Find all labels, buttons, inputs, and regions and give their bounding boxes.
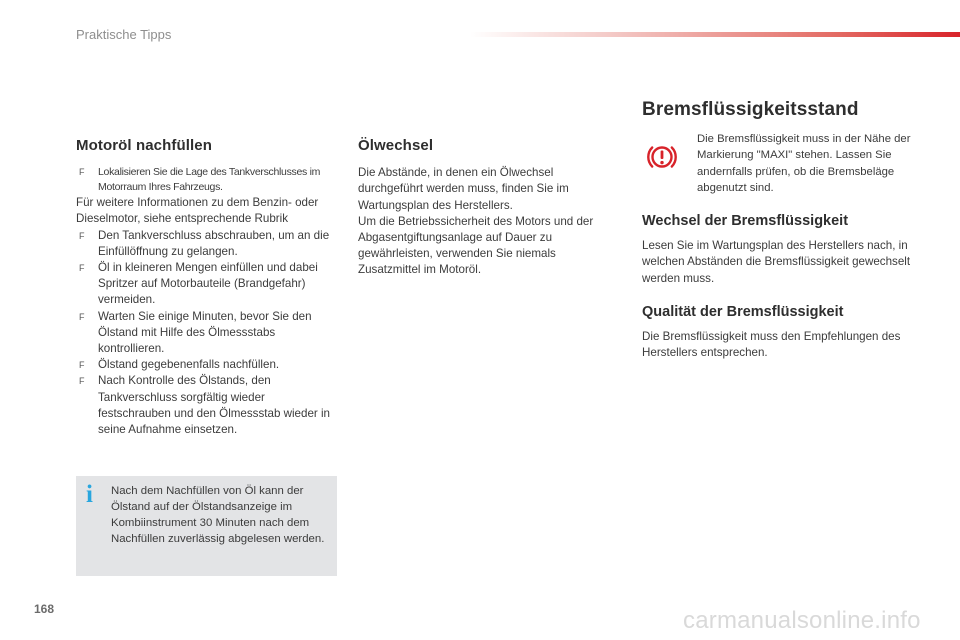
list-item-text: Ölstand gegebenenfalls nachfüllen. xyxy=(98,358,280,372)
paragraph: Lesen Sie im Wartungsplan des Herstellers nach, in welchen Abständen die Bremsflüssigkeit gewechselt werden muss. xyxy=(642,239,911,285)
column-bremsfluessigkeit xyxy=(642,99,912,378)
bullet-icon: F xyxy=(79,263,85,274)
bullet-icon: F xyxy=(79,230,85,241)
info-box xyxy=(76,476,337,576)
bullet-icon: F xyxy=(79,167,85,178)
watermark: carmanualsonline.info xyxy=(683,607,921,634)
page-number: 168 xyxy=(34,602,55,616)
subsection-title-qualitaet: Qualität der Bremsflüssigkeit xyxy=(642,303,844,320)
header-accent-bar xyxy=(470,32,960,37)
subsection-title-wechsel: Wechsel der Bremsflüssigkeit xyxy=(642,213,849,230)
list-item xyxy=(76,260,338,309)
list-item-text: Den Tankverschluss abschrauben, um an die Einfüllöffnung zu gelangen. xyxy=(98,228,330,258)
page-heading: Bremsflüssigkeitsstand xyxy=(642,99,859,120)
section-title-motoroel: Motoröl nachfüllen xyxy=(76,137,212,154)
paragraph: Um die Betriebssicherheit des Motors und der Abgasentgiftungsanlage auf Dauer zu gewährleisten, verwenden Sie niemals Zusatzmittel im Motoröl. xyxy=(358,214,594,277)
column-oelwechsel xyxy=(358,138,598,279)
paragraph: Die Bremsflüssigkeit muss den Empfehlungen des Herstellers entsprechen. xyxy=(642,330,901,360)
warning-text: Die Bremsflüssigkeit muss in der Nähe der Markierung "MAXI" stehen. Lassen Sie andernfalls prüfen, ob die Bremsbeläge abgenutzt sind. xyxy=(697,133,911,194)
list-item xyxy=(76,373,338,438)
header-title: Praktische Tipps xyxy=(76,27,172,42)
warning-block xyxy=(642,131,912,196)
bullet-icon: F xyxy=(79,360,85,371)
list-item-text: Lokalisieren Sie die Lage des Tankverschlusses im Motorraum Ihres Fahrzeugs. xyxy=(98,166,321,194)
list-item xyxy=(76,309,338,358)
list-item xyxy=(76,165,338,195)
bullet-icon: F xyxy=(79,311,85,322)
intro-text: Für weitere Informationen zu dem Benzin- oder Dieselmotor, siehe entsprechende Rubrik xyxy=(76,196,319,226)
paragraph: Die Abstände, in denen ein Ölwechsel durchgeführt werden muss, finden Sie im Wartungsplan des Herstellers. xyxy=(358,166,569,212)
list-item-text: Warten Sie einige Minuten, bevor Sie den Ölstand mit Hilfe des Ölmessstabs kontrollieren. xyxy=(98,309,312,356)
list-item-text: Nach Kontrolle des Ölstands, den Tankverschluss sorgfältig wieder festschrauben und den Ölmessstab wieder in seine Aufnahme einsetzen. xyxy=(98,374,331,437)
list-item xyxy=(76,357,338,373)
list-item xyxy=(76,228,338,260)
bullet-icon: F xyxy=(79,376,85,387)
info-text: Nach dem Nachfüllen von Öl kann der Ölstand auf der Ölstandsanzeige im Kombiinstrument 30 Minuten nach dem Nachfüllen zuverlässig abgelesen werden. xyxy=(111,485,325,545)
list-item-text: Öl in kleineren Mengen einfüllen und dabei Spritzer auf Motorbauteile (Brandgefahr) vermeiden. xyxy=(98,261,318,307)
brake-warning-icon xyxy=(646,141,678,173)
column-motoroel xyxy=(76,138,338,438)
info-icon: i xyxy=(86,481,93,508)
section-title-oelwechsel: Ölwechsel xyxy=(358,137,434,154)
